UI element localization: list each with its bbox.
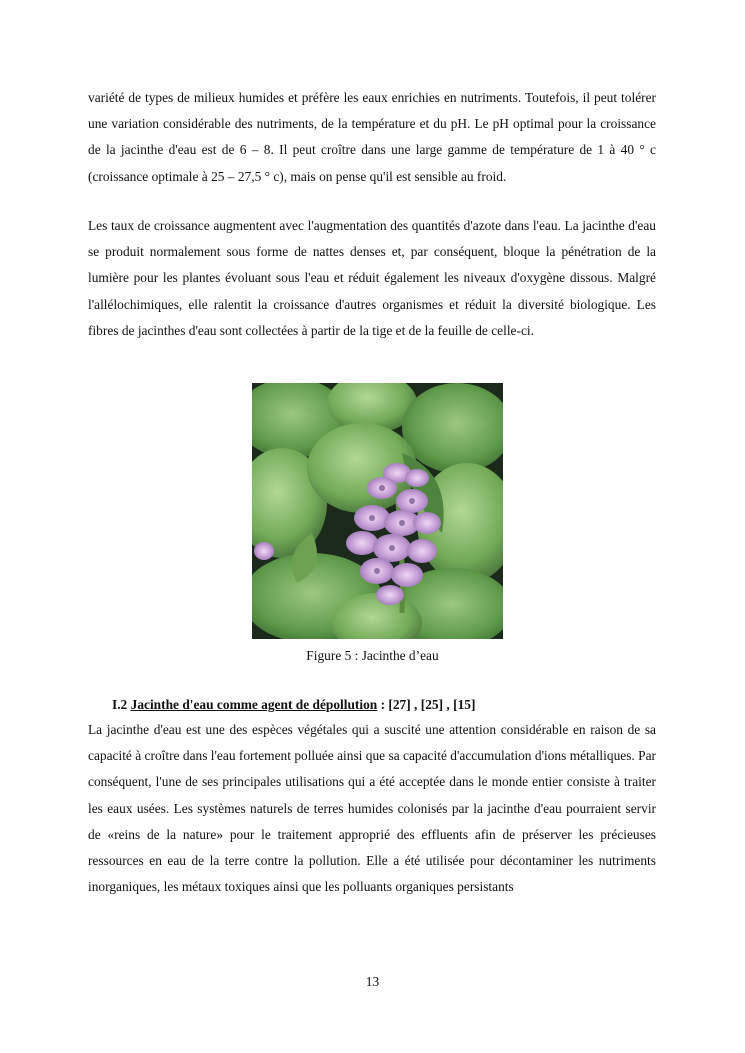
figure-caption: Figure 5 : Jacinthe d’eau: [306, 648, 439, 663]
page-number: 13: [365, 974, 380, 989]
section-title: Jacinthe d'eau comme agent de dépollution: [130, 697, 378, 712]
section-number: I.2: [112, 697, 128, 712]
body-paragraph-1: variété de types de milieux humides et préfère les eaux enrichies en nutriments. Toutefois, il peut tolérer une variation considérable des nutriments, de la température et du pH. Le pH optimal pour la croissance de la jacinthe d'eau est de 6 – 8. Il peut croître dans une large gamme de température de 1 à 40 ° c (croissance optimale à 25 – 27,5 ° c), mais on pense qu'il est sensible au froid.: [88, 90, 656, 184]
body-paragraph-3: La jacinthe d'eau est une des espèces végétales qui a suscité une attention considérable en raison de sa capacité à croître dans l'eau fortement polluée ainsi que sa capacité d'accumulation d'ions métalliques. Par conséquent, l'une de ses principales utilisations qui a été acceptée dans le monde entier consiste à traiter les eaux usées. Les systèmes naturels de terres humides colonisés par la jacinthe d'eau pourraient servir de «reins de la nature» pour le traitement approprié des effluents afin de préserver les précieuses ressources en eau de la terre contre la pollution. Elle a été utilisée pour décontaminer les nutriments inorganiques, les métaux toxiques ainsi que les polluants organiques persistants: [88, 722, 656, 895]
section-heading: [112, 697, 475, 713]
section-references: : [27] , [25] , [15]: [380, 697, 476, 712]
water-hyacinth-photo-icon: [252, 383, 503, 639]
body-paragraph-2: Les taux de croissance augmentent avec l'augmentation des quantités d'azote dans l'eau. La jacinthe d'eau se produit normalement sous forme de nattes denses et, par conséquent, bloque la pénétration de la lumière pour les plantes évoluant sous l'eau et réduit également les niveaux d'oxygène dissous. Malgré l'allélochimiques, elle ralentit la croissance d'autres organismes et réduit la diversité biologique. Les fibres de jacinthes d'eau sont collectées à partir de la tige et de la feuille de celle-ci.: [88, 218, 656, 338]
figure-water-hyacinth: [252, 383, 503, 639]
